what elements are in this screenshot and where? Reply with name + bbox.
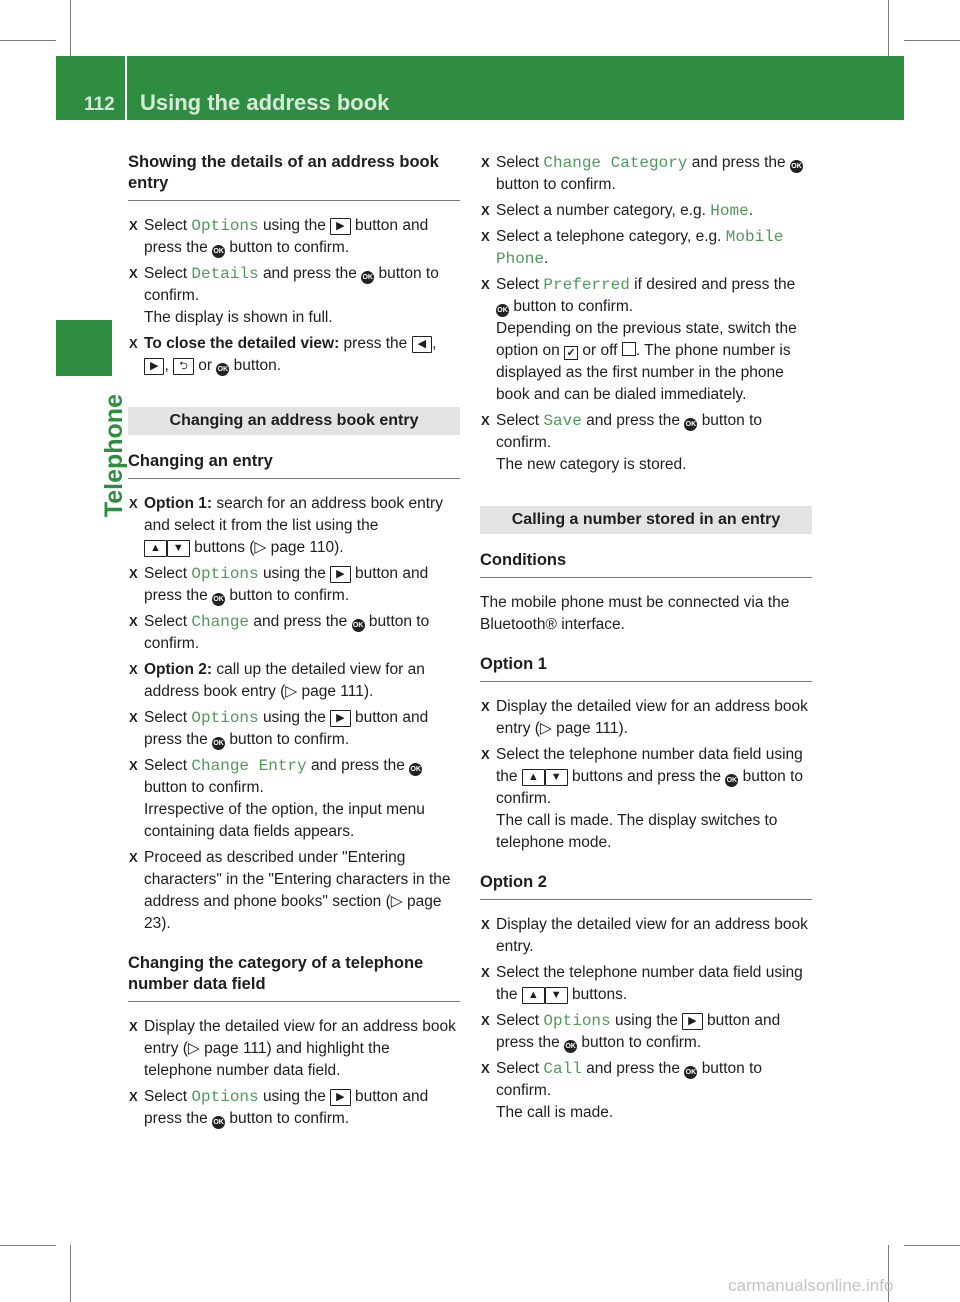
- right-arrow-key-icon: ▶: [330, 218, 350, 235]
- right-column: [480, 152, 812, 1128]
- right-arrow-key-icon: ▶: [682, 1013, 702, 1030]
- menu-item-change-category: Change Category: [543, 154, 688, 172]
- header-separator: [125, 56, 127, 120]
- ok-button-icon: OK: [361, 271, 374, 284]
- down-arrow-key-icon: ▼: [167, 540, 190, 557]
- crop-mark: [904, 40, 960, 41]
- section-heading: Changing the category of a telephone number data field: [128, 953, 460, 1002]
- menu-item-options: Options: [543, 1012, 611, 1030]
- step: X Select Change Category and press the OK button to confirm.: [480, 152, 812, 196]
- ok-button-icon: OK: [216, 363, 229, 376]
- section-banner: Calling a number stored in an entry: [480, 506, 812, 534]
- menu-item-change-entry: Change Entry: [191, 757, 307, 775]
- side-tab-marker: [56, 320, 112, 376]
- step: X Select Save and press the OK button to confirm. The new category is stored.: [480, 410, 812, 476]
- side-tab-label: Telephone: [100, 394, 128, 518]
- step: X To close the detailed view: press the ◀ , ▶ , ⮌ or OK button.: [128, 333, 460, 377]
- menu-item-home: Home: [710, 202, 749, 220]
- ok-button-icon: OK: [684, 418, 697, 431]
- step: X Select Options using the ▶ button and press the OK button to confirm.: [128, 563, 460, 607]
- section-heading: Changing an entry: [128, 451, 460, 479]
- right-arrow-key-icon: ▶: [330, 1089, 350, 1106]
- right-arrow-key-icon: ▶: [330, 566, 350, 583]
- step: X Option 1: search for an address book entry and select it from the list using the ▲ ▼ buttons (▷ page 110).: [128, 493, 460, 559]
- menu-item-mobile-phone: Mobile Phone: [496, 228, 784, 268]
- section-heading: Option 2: [480, 872, 812, 900]
- left-arrow-key-icon: ◀: [412, 336, 432, 353]
- ok-button-icon: OK: [212, 245, 225, 258]
- result-text: The new category is stored.: [496, 456, 687, 473]
- ok-button-icon: OK: [212, 593, 225, 606]
- step: X Select a telephone category, e.g. Mobile Phone.: [480, 226, 812, 270]
- page-title: Using the address book: [140, 90, 390, 115]
- section-banner: Changing an address book entry: [128, 407, 460, 435]
- step: X Option 2: call up the detailed view for an address book entry (▷ page 111).: [128, 659, 460, 703]
- step: X Select Details and press the OK button to confirm. The display is shown in full.: [128, 263, 460, 329]
- crop-mark: [70, 0, 71, 60]
- menu-item-save: Save: [543, 412, 582, 430]
- menu-item-change: Change: [191, 613, 250, 631]
- down-arrow-key-icon: ▼: [545, 987, 568, 1004]
- step: X Proceed as described under "Entering characters" in the "Entering characters in the address and phone books" section (▷ page 23).: [128, 847, 460, 935]
- ok-button-icon: OK: [352, 619, 365, 632]
- crop-mark: [888, 0, 889, 60]
- step: X Select the telephone number data field using the ▲ ▼ buttons and press the OK button to confirm. The call is made. The display switches to telephone mode.: [480, 744, 812, 854]
- ok-button-icon: OK: [684, 1066, 697, 1079]
- page-number: 112: [84, 94, 115, 115]
- checkbox-on-icon: ✓: [564, 346, 578, 360]
- ok-button-icon: OK: [725, 774, 738, 787]
- step: X Select Change Entry and press the OK button to confirm. Irrespective of the option, the input menu containing data fields appears.: [128, 755, 460, 843]
- step: X Select Options using the ▶ button and press the OK button to confirm.: [128, 215, 460, 259]
- result-text: The call is made. The display switches to telephone mode.: [496, 812, 778, 851]
- ok-button-icon: OK: [409, 763, 422, 776]
- step: X Display the detailed view for an address book entry (▷ page 111).: [480, 696, 812, 740]
- step: X Select a number category, e.g. Home.: [480, 200, 812, 222]
- crop-mark: [0, 40, 56, 41]
- right-arrow-key-icon: ▶: [330, 710, 350, 727]
- left-column: [128, 152, 460, 1134]
- crop-mark: [70, 1245, 71, 1302]
- right-arrow-key-icon: ▶: [144, 358, 164, 375]
- menu-item-options: Options: [191, 1088, 259, 1106]
- paragraph: The mobile phone must be connected via the Bluetooth® interface.: [480, 594, 790, 633]
- menu-item-options: Options: [191, 709, 259, 727]
- section-heading: Option 1: [480, 654, 812, 682]
- menu-item-call: Call: [543, 1060, 582, 1078]
- section-heading: Showing the details of an address book entry: [128, 152, 460, 201]
- checkbox-off-icon: [622, 342, 636, 356]
- watermark: carmanualsonline.info: [728, 1276, 894, 1295]
- down-arrow-key-icon: ▼: [545, 769, 568, 786]
- step: X Display the detailed view for an address book entry (▷ page 111) and highlight the telephone number data field.: [128, 1016, 460, 1082]
- step: X Select Call and press the OK button to confirm. The call is made.: [480, 1058, 812, 1124]
- back-key-icon: ⮌: [173, 358, 194, 375]
- ok-button-icon: OK: [790, 160, 803, 173]
- step: X Select the telephone number data field using the ▲ ▼ buttons.: [480, 962, 812, 1006]
- ok-button-icon: OK: [564, 1040, 577, 1053]
- up-arrow-key-icon: ▲: [522, 987, 545, 1004]
- result-text: Irrespective of the option, the input menu containing data fields appears.: [144, 801, 425, 840]
- menu-item-options: Options: [191, 217, 259, 235]
- up-arrow-key-icon: ▲: [144, 540, 167, 557]
- result-text: The call is made.: [496, 1104, 614, 1121]
- section-heading: Conditions: [480, 550, 812, 578]
- step: X Select Change and press the OK button to confirm.: [128, 611, 460, 655]
- ok-button-icon: OK: [212, 737, 225, 750]
- menu-item-preferred: Preferred: [543, 276, 630, 294]
- crop-mark: [904, 1245, 960, 1246]
- up-arrow-key-icon: ▲: [522, 769, 545, 786]
- step: X Select Preferred if desired and press the OK button to confirm. Depending on the previous state, switch the option on ✓ or off . The phone number is displayed as the first number in the phone book and can be dialed immediately.: [480, 274, 812, 406]
- ok-button-icon: OK: [496, 304, 509, 317]
- step: X Select Options using the ▶ button and press the OK button to confirm.: [128, 707, 460, 751]
- step: X Select Options using the ▶ button and press the OK button to confirm.: [128, 1086, 460, 1130]
- ok-button-icon: OK: [212, 1116, 225, 1129]
- menu-item-details: Details: [191, 265, 259, 283]
- step: X Select Options using the ▶ button and press the OK button to confirm.: [480, 1010, 812, 1054]
- result-text: The display is shown in full.: [144, 309, 333, 326]
- step: X Display the detailed view for an address book entry.: [480, 914, 812, 958]
- menu-item-options: Options: [191, 565, 259, 583]
- crop-mark: [0, 1245, 56, 1246]
